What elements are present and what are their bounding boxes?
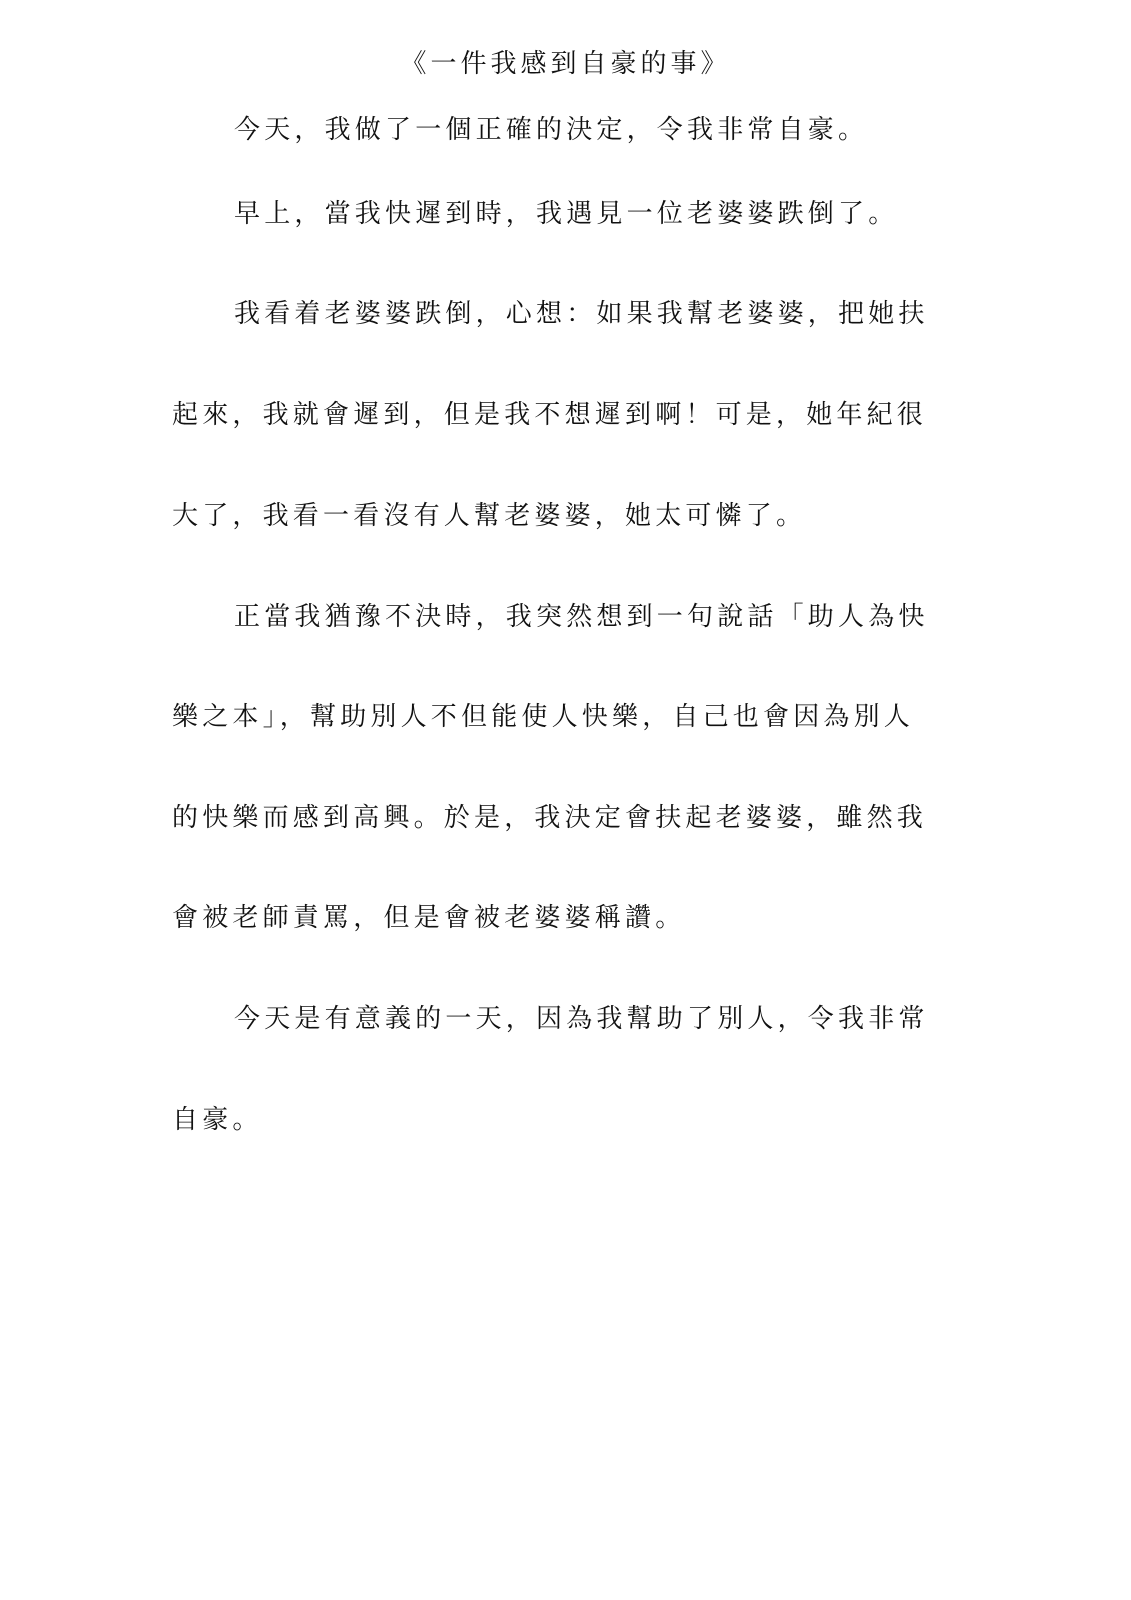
paragraph-4-line-2: 樂之本」，幫助別人不但能使人快樂，自己也會因為別人: [172, 702, 915, 732]
paragraph-5-line-1: 今天是有意義的一天，因為我幫助了別人，令我非常: [234, 1004, 929, 1034]
paragraph-5-line-2: 自豪。: [172, 1105, 263, 1135]
paragraph-3-line-3: 大了，我看一看沒有人幫老婆婆，她太可憐了。: [172, 501, 807, 531]
essay-title: 《一件我感到自豪的事》: [400, 49, 731, 79]
paragraph-4-line-3: 的快樂而感到高興。於是，我決定會扶起老婆婆，雖然我: [172, 803, 928, 833]
paragraph-4-line-1: 正當我猶豫不決時，我突然想到一句說話「助人為快: [234, 602, 929, 632]
paragraph-1-line-1: 今天，我做了一個正確的決定，令我非常自豪。: [234, 115, 869, 145]
paragraph-4-line-4: 會被老師責罵，但是會被老婆婆稱讚。: [172, 903, 686, 933]
paragraph-2-line-1: 早上，當我快遲到時，我遇見一位老婆婆跌倒了。: [234, 199, 899, 229]
paragraph-3-line-2: 起來，我就會遲到，但是我不想遲到啊！可是，她年紀很: [172, 400, 928, 430]
paragraph-3-line-1: 我看着老婆婆跌倒，心想：如果我幫老婆婆，把她扶: [234, 299, 929, 329]
